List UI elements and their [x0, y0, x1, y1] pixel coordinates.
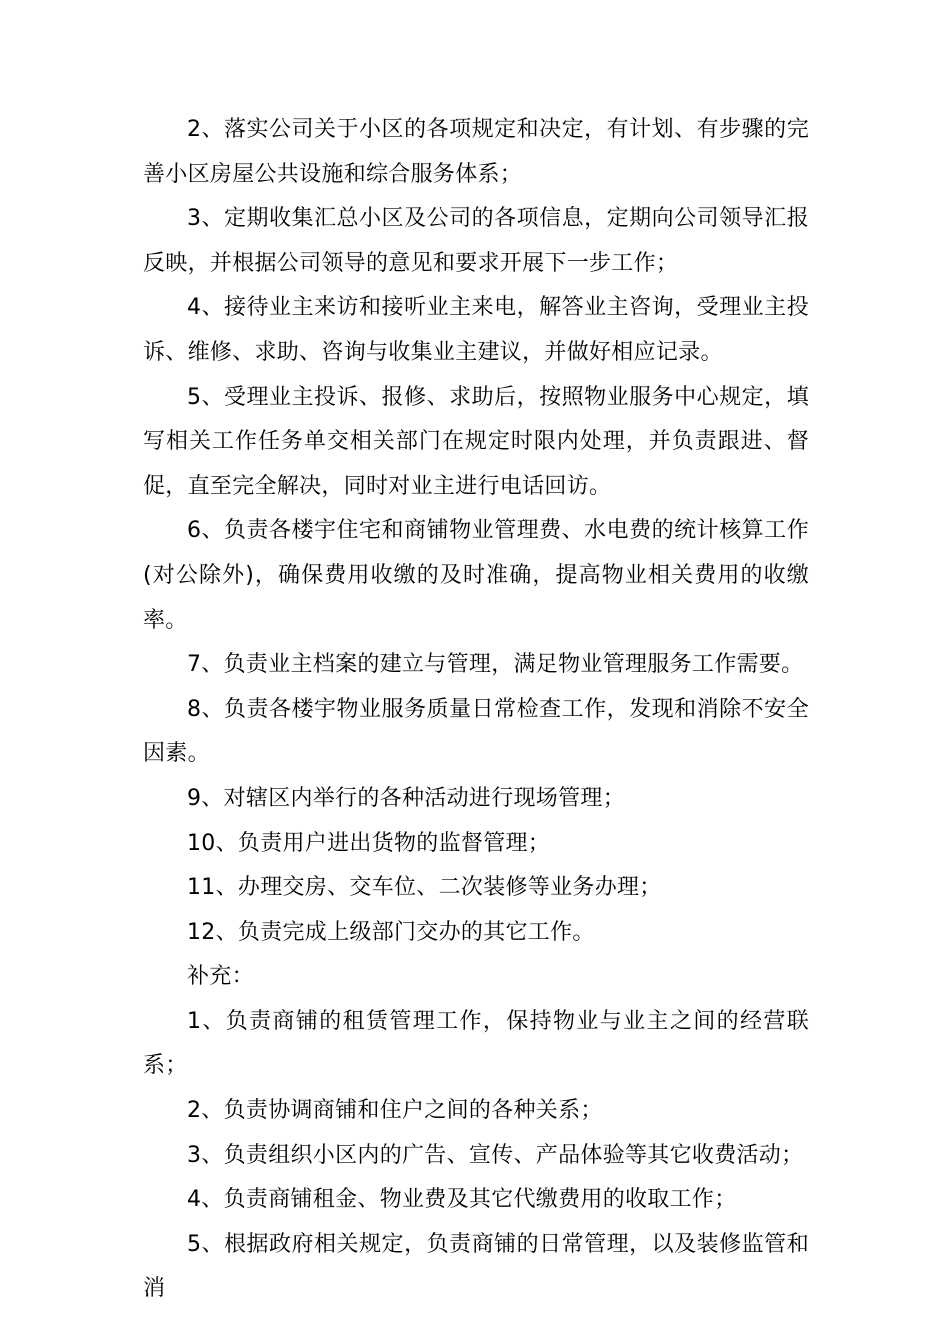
supplement-item-5: 5、根据政府相关规定，负责商铺的日常管理，以及装修监管和消 [143, 1231, 809, 1302]
document-body [143, 108, 809, 1312]
supplement-item-2: 2、负责协调商铺和住户之间的各种关系； [187, 1098, 603, 1124]
paragraph-item-2: 2、落实公司关于小区的各项规定和决定，有计划、有步骤的完善小区房屋公共设施和综合服务体系； [143, 117, 809, 187]
paragraph-item-8: 8、负责各楼宇物业服务质量日常检查工作，发现和消除不安全因素。 [143, 696, 809, 767]
paragraph-item-7: 7、负责业主档案的建立与管理，满足物业管理服务工作需要。 [187, 652, 804, 678]
paragraph-item-9: 9、对辖区内举行的各种活动进行现场管理； [187, 785, 625, 811]
supplement-heading: 补充： [187, 964, 254, 990]
paragraph-item-3: 3、定期收集汇总小区及公司的各项信息，定期向公司领导汇报反映，并根据公司领导的意见和要求开展下一步工作； [143, 206, 809, 276]
supplement-item-1: 1、负责商铺的租赁管理工作，保持物业与业主之间的经营联系； [143, 1008, 809, 1079]
paragraph-item-12: 12、负责完成上级部门交办的其它工作。 [187, 919, 595, 945]
paragraph-item-11: 11、办理交房、交车位、二次装修等业务办理； [187, 875, 662, 901]
paragraph-item-6: 6、负责各楼宇住宅和商铺物业管理费、水电费的统计核算工作(对公除外)，确保费用收缴的及时准确，提高物业相关费用的收缴率。 [143, 518, 809, 633]
paragraph-item-5: 5、受理业主投诉、报修、求助后，按照物业服务中心规定，填写相关工作任务单交相关部门在规定时限内处理，并负责跟进、督促，直至完全解决，同时对业主进行电话回访。 [143, 384, 809, 499]
supplement-item-4: 4、负责商铺租金、物业费及其它代缴费用的收取工作； [187, 1187, 737, 1213]
paragraph-item-4: 4、接待业主来访和接听业主来电，解答业主咨询，受理业主投诉、维修、求助、咨询与收集业主建议，并做好相应记录。 [143, 295, 809, 365]
paragraph-item-10: 10、负责用户进出货物的监督管理； [187, 830, 551, 856]
supplement-item-3: 3、负责组织小区内的广告、宣传、产品体验等其它收费活动； [187, 1142, 804, 1168]
